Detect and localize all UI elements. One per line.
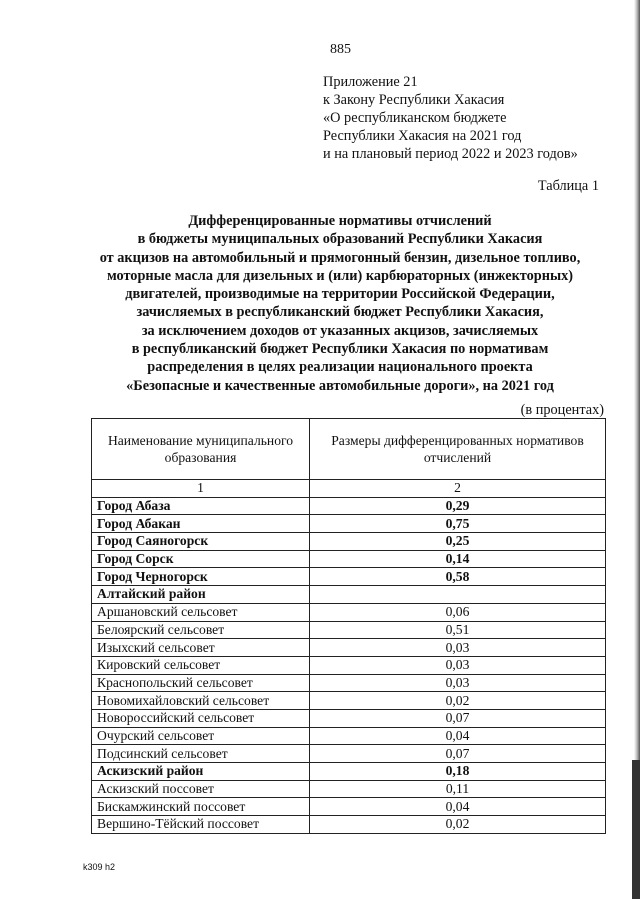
table-row xyxy=(92,816,606,834)
column-number-row xyxy=(92,480,606,498)
title-line: двигателей, производимые на территории Российской Федерации, xyxy=(125,286,555,303)
appendix-line: Республики Хакасия на 2021 год xyxy=(323,128,522,144)
table-row xyxy=(92,798,606,816)
title-line: зачисляемых в республиканский бюджет Республики Хакасия, xyxy=(136,304,544,321)
municipality-name: Новомихайловский сельсовет xyxy=(92,692,310,710)
municipality-name: Аршановский сельсовет xyxy=(92,603,310,621)
table-row xyxy=(92,727,606,745)
municipality-name: Город Черногорск xyxy=(92,568,310,586)
table-row xyxy=(92,780,606,798)
rate-value: 0,18 xyxy=(310,763,606,781)
title-line: распределения в целях реализации национального проекта xyxy=(147,359,533,376)
appendix-line: и на плановый период 2022 и 2023 годов» xyxy=(323,146,578,162)
municipality-name: Город Абаза xyxy=(92,497,310,515)
table-row xyxy=(92,550,606,568)
municipality-name: Город Абакан xyxy=(92,515,310,533)
title-line: в бюджеты муниципальных образований Республики Хакасия xyxy=(137,231,543,248)
rate-value: 0,58 xyxy=(310,568,606,586)
rate-value: 0,02 xyxy=(310,816,606,834)
table-label: Таблица 1 xyxy=(537,178,599,194)
municipality-name: Изыхский сельсовет xyxy=(92,639,310,657)
appendix-line: к Закону Республики Хакасия xyxy=(323,92,505,108)
rate-value: 0,25 xyxy=(310,533,606,551)
page-number: 885 xyxy=(330,42,351,57)
table-row xyxy=(92,709,606,727)
allocation-table xyxy=(91,418,606,834)
table-row xyxy=(92,497,606,515)
rate-value: 0,04 xyxy=(310,727,606,745)
municipality-name: Белоярский сельсовет xyxy=(92,621,310,639)
title-line: Дифференцированные нормативы отчислений xyxy=(188,213,492,229)
table-row xyxy=(92,603,606,621)
municipality-name: Краснопольский сельсовет xyxy=(92,674,310,692)
table-row xyxy=(92,621,606,639)
table-row xyxy=(92,639,606,657)
rate-value: 0,51 xyxy=(310,621,606,639)
appendix-line: «О республиканском бюджете xyxy=(323,110,507,126)
municipality-name: Бискамжинский поссовет xyxy=(92,798,310,816)
municipality-name: Аскизский поссовет xyxy=(92,780,310,798)
municipality-name: Алтайский район xyxy=(92,586,310,604)
municipality-name: Подсинский сельсовет xyxy=(92,745,310,763)
column-number: 2 xyxy=(310,480,606,498)
unit-note: (в процентах) xyxy=(520,402,604,418)
header-rate: Размеры дифференцированных нормативов отчислений xyxy=(310,419,606,480)
table-row xyxy=(92,515,606,533)
municipality-name: Город Сорск xyxy=(92,550,310,568)
column-number: 1 xyxy=(92,480,310,498)
header-municipality: Наименование муниципального образования xyxy=(92,419,310,480)
scan-edge-dark xyxy=(632,760,640,899)
rate-value: 0,03 xyxy=(310,674,606,692)
municipality-name: Аскизский район xyxy=(92,763,310,781)
rate-value: 0,75 xyxy=(310,515,606,533)
table-row xyxy=(92,763,606,781)
title-line: моторные масла для дизельных и (или) карбюраторных (инжекторных) xyxy=(106,267,574,284)
table-row xyxy=(92,656,606,674)
document-title xyxy=(80,212,600,395)
rate-value: 0,03 xyxy=(310,639,606,657)
appendix-line: Приложение 21 xyxy=(323,74,418,90)
municipality-name: Кировский сельсовет xyxy=(92,656,310,674)
appendix-reference xyxy=(323,73,578,163)
rate-value: 0,29 xyxy=(310,497,606,515)
title-line: «Безопасные и качественные автомобильные дороги», на 2021 год xyxy=(126,377,554,394)
municipality-name: Город Саяногорск xyxy=(92,533,310,551)
municipality-name: Вершино-Тёйский поссовет xyxy=(92,816,310,834)
table-body xyxy=(92,480,606,834)
title-line: за исключением доходов от указанных акцизов, зачисляемых xyxy=(141,322,539,339)
title-line: в республиканский бюджет Республики Хакасия по нормативам xyxy=(131,341,549,358)
rate-value xyxy=(310,586,606,604)
rate-value: 0,14 xyxy=(310,550,606,568)
rate-value: 0,07 xyxy=(310,709,606,727)
header-row xyxy=(92,419,606,480)
title-line: от акцизов на автомобильный и прямогонный бензин, дизельное топливо, xyxy=(99,249,581,266)
footer-code: k309 h2 xyxy=(83,862,116,872)
municipality-name: Очурский сельсовет xyxy=(92,727,310,745)
rate-value: 0,02 xyxy=(310,692,606,710)
rate-value: 0,03 xyxy=(310,656,606,674)
rate-value: 0,07 xyxy=(310,745,606,763)
table-row xyxy=(92,568,606,586)
table-row xyxy=(92,674,606,692)
rate-value: 0,06 xyxy=(310,603,606,621)
municipality-name: Новороссийский сельсовет xyxy=(92,709,310,727)
table-row xyxy=(92,692,606,710)
table-row xyxy=(92,745,606,763)
table-row xyxy=(92,533,606,551)
table-row xyxy=(92,586,606,604)
rate-value: 0,11 xyxy=(310,780,606,798)
rate-value: 0,04 xyxy=(310,798,606,816)
